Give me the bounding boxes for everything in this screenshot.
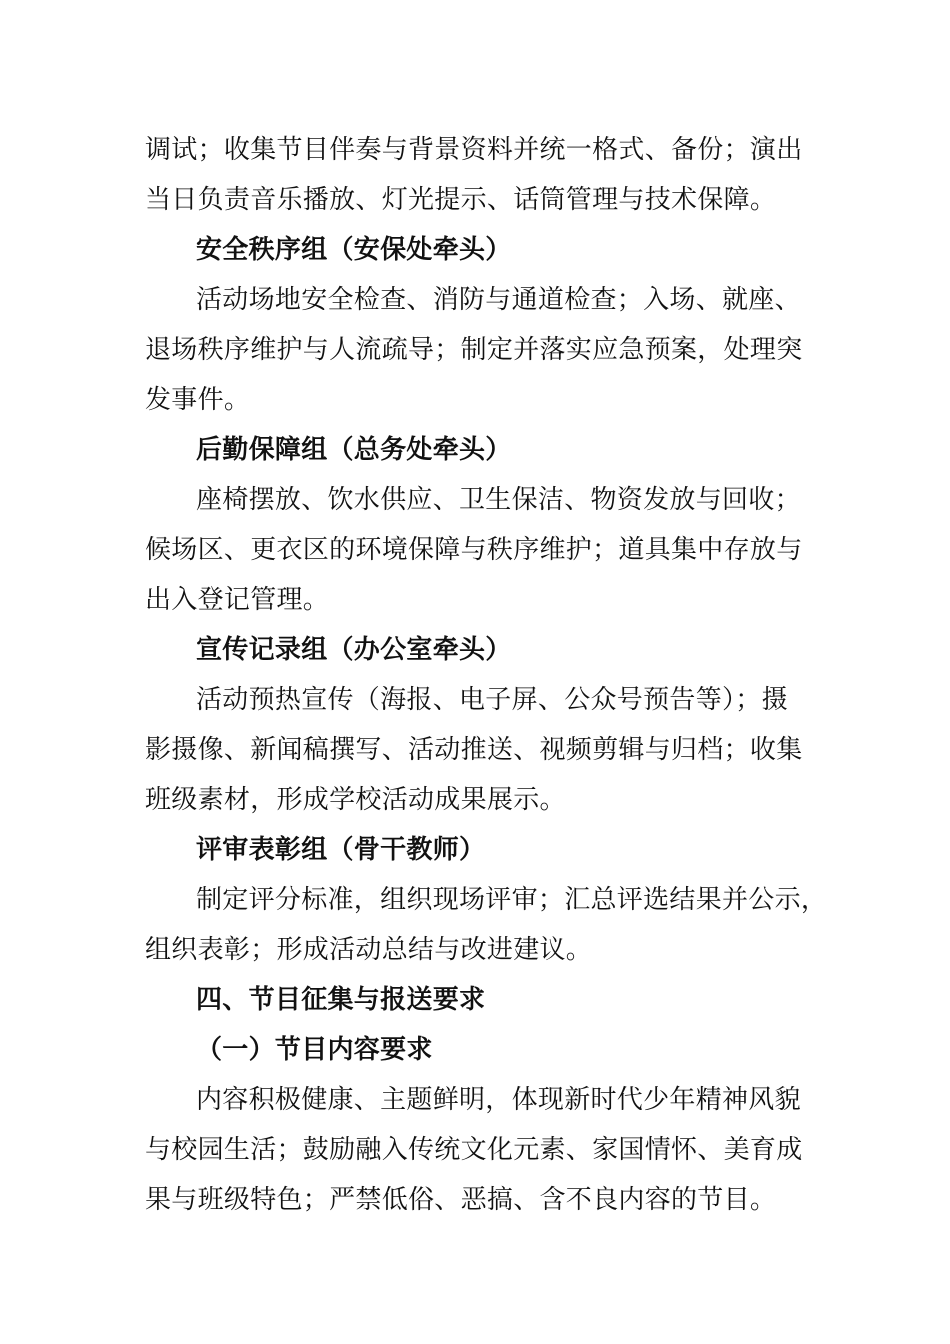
body-text-line: 活动预热宣传（海报、电子屏、公众号预告等）；摄 bbox=[196, 685, 788, 715]
body-text-line: 与校园生活；鼓励融入传统文化元素、家国情怀、美育成 bbox=[145, 1135, 803, 1165]
body-text-line: 发事件。 bbox=[145, 385, 251, 415]
subsection-heading: （一）节目内容要求 bbox=[196, 1035, 433, 1065]
body-text-line: 果与班级特色；严禁低俗、恶搞、含不良内容的节目。 bbox=[145, 1185, 777, 1215]
chapter-heading: 四、节目征集与报送要求 bbox=[196, 985, 486, 1015]
section-heading-logistics: 后勤保障组（总务处牵头） bbox=[196, 435, 512, 465]
section-heading-judging: 评审表彰组（骨干教师） bbox=[196, 835, 486, 865]
body-text-line: 候场区、更衣区的环境保障与秩序维护；道具集中存放与 bbox=[145, 535, 803, 565]
body-text-line: 组织表彰；形成活动总结与改进建议。 bbox=[145, 935, 593, 965]
body-text-line: 当日负责音乐播放、灯光提示、话筒管理与技术保障。 bbox=[145, 185, 777, 215]
body-text-line: 座椅摆放、饮水供应、卫生保洁、物资发放与回收； bbox=[196, 485, 801, 515]
body-text-line: 活动场地安全检查、消防与通道检查；入场、就座、 bbox=[196, 285, 801, 315]
body-text-line: 制定评分标准，组织现场评审；汇总评选结果并公示， bbox=[196, 885, 828, 915]
body-text-line: 班级素材，形成学校活动成果展示。 bbox=[145, 785, 566, 815]
section-heading-security: 安全秩序组（安保处牵头） bbox=[196, 235, 512, 265]
section-heading-publicity: 宣传记录组（办公室牵头） bbox=[196, 635, 512, 665]
body-text-line: 内容积极健康、主题鲜明，体现新时代少年精神风貌 bbox=[196, 1085, 801, 1115]
body-text-line: 调试；收集节目伴奏与背景资料并统一格式、备份；演出 bbox=[145, 135, 803, 165]
body-text-line: 影摄像、新闻稿撰写、活动推送、视频剪辑与归档；收集 bbox=[145, 735, 803, 765]
body-text-line: 出入登记管理。 bbox=[145, 585, 330, 615]
body-text-line: 退场秩序维护与人流疏导；制定并落实应急预案，处理突 bbox=[145, 335, 803, 365]
